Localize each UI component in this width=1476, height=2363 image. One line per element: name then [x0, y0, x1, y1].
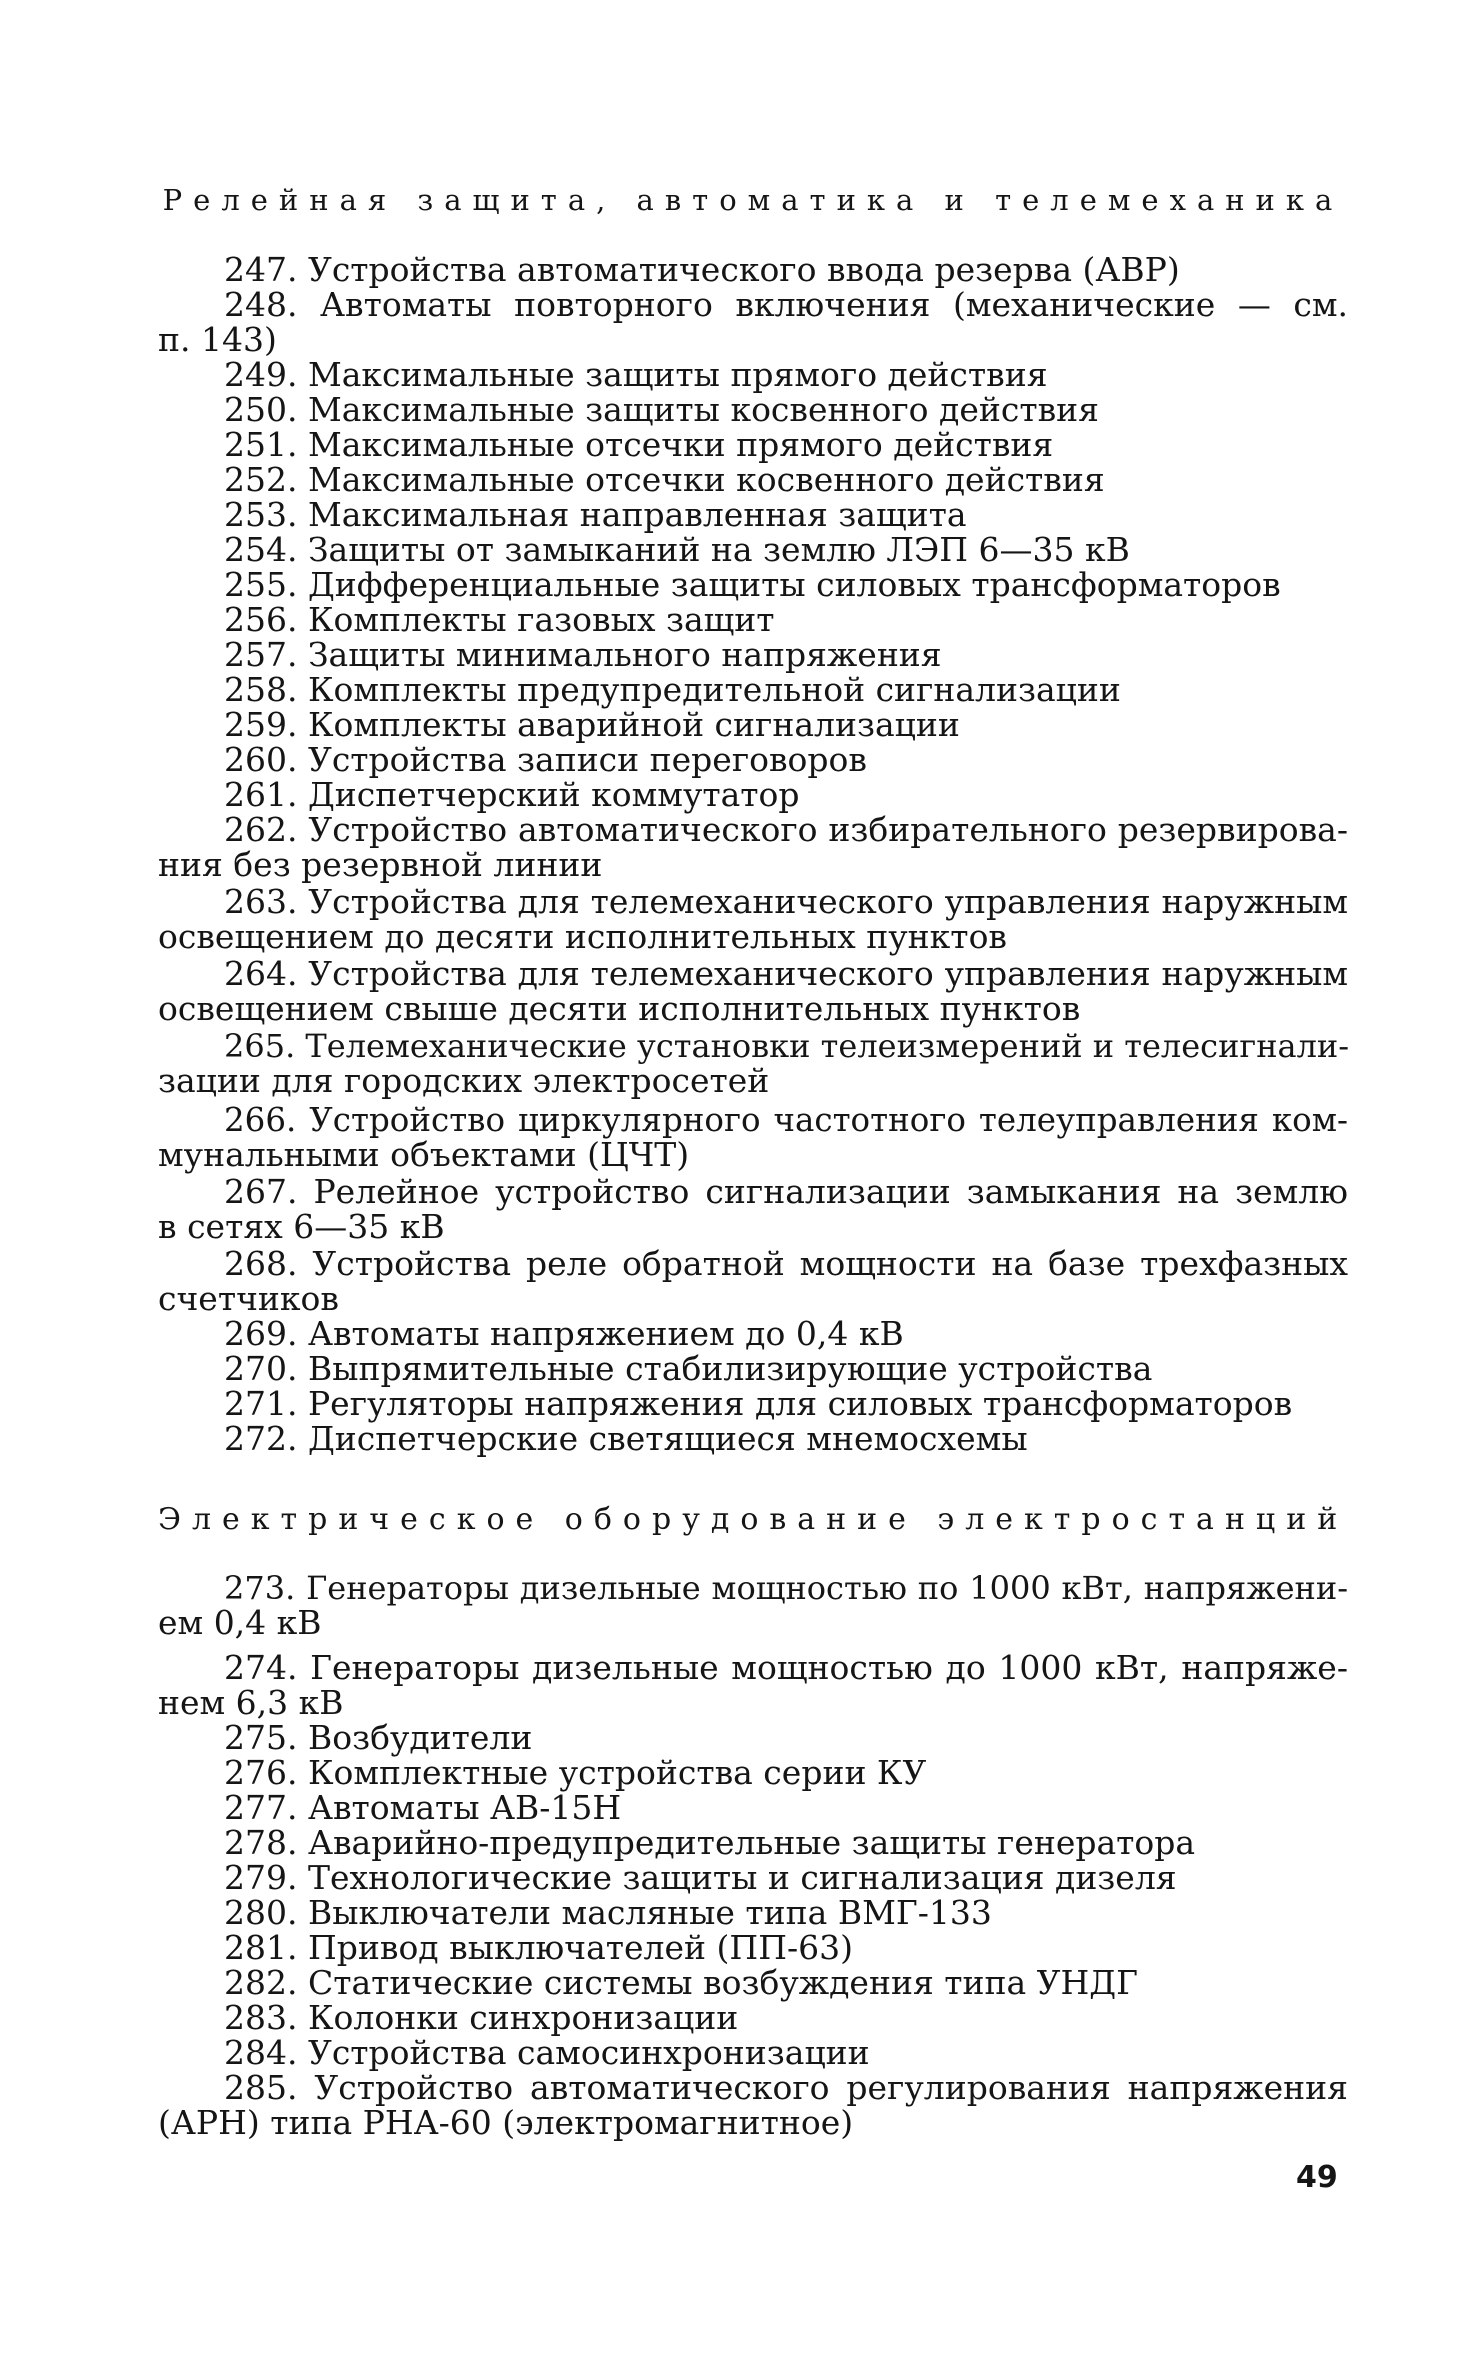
list-item-248-cont: п. 143): [158, 320, 277, 359]
list-item-277: 277. Автоматы АВ-15Н: [224, 1788, 622, 1827]
section-heading-relay-protection: Релейная защита, автоматика и телемеханика: [162, 183, 1344, 217]
list-item-264-cont: освещением свыше десяти исполнительных пунктов: [158, 989, 1081, 1028]
list-item-254: 254. Защиты от замыканий на землю ЛЭП 6—35 кВ: [224, 530, 1130, 569]
list-item-249: 249. Максимальные защиты прямого действия: [224, 355, 1048, 394]
list-item-278: 278. Аварийно-предупредительные защиты генератора: [224, 1823, 1196, 1862]
list-item-270: 270. Выпрямительные стабилизирующие устройства: [224, 1349, 1153, 1388]
list-item-265-cont: зации для городских электросетей: [158, 1061, 770, 1100]
list-item-248: 248. Автоматы повторного включения (механические — см.: [224, 285, 1348, 324]
list-item-267: 267. Релейное устройство сигнализации замыкания на землю: [224, 1172, 1348, 1211]
list-item-271: 271. Регуляторы напряжения для силовых трансформаторов: [224, 1384, 1293, 1423]
list-item-267-cont: в сетях 6—35 кВ: [158, 1207, 445, 1246]
list-item-266-cont: мунальными объектами (ЦЧТ): [158, 1135, 690, 1174]
list-item-262-cont: ния без резервной линии: [158, 845, 603, 884]
list-item-272: 272. Диспетчерские светящиеся мнемосхемы: [224, 1419, 1028, 1458]
list-item-282: 282. Статические системы возбуждения типа УНДГ: [224, 1963, 1138, 2002]
list-item-259: 259. Комплекты аварийной сигнализации: [224, 705, 960, 744]
list-item-281: 281. Привод выключателей (ПП-63): [224, 1928, 853, 1967]
list-item-273: 273. Генераторы дизельные мощностью по 1000 кВт, напряжени-: [224, 1569, 1348, 1607]
list-item-252: 252. Максимальные отсечки косвенного действия: [224, 460, 1105, 499]
list-item-263: 263. Устройства для телемеханического управления наружным: [224, 882, 1348, 921]
list-item-247: 247. Устройства автоматического ввода резерва (АВР): [224, 250, 1180, 289]
list-item-261: 261. Диспетчерский коммутатор: [224, 775, 800, 814]
list-item-275: 275. Возбудители: [224, 1718, 533, 1757]
list-item-266: 266. Устройство циркулярного частотного телеуправления ком-: [224, 1101, 1348, 1139]
list-item-257: 257. Защиты минимального напряжения: [224, 635, 942, 674]
list-item-274: 274. Генераторы дизельные мощностью до 1000 кВт, напряже-: [224, 1648, 1348, 1687]
list-item-274-cont: нем 6,3 кВ: [158, 1683, 344, 1722]
list-item-285-cont: (АРН) типа РНА-60 (электромагнитное): [158, 2103, 854, 2142]
list-item-276: 276. Комплектные устройства серии КУ: [224, 1753, 927, 1792]
list-item-251: 251. Максимальные отсечки прямого действия: [224, 425, 1054, 464]
list-item-283: 283. Колонки синхронизации: [224, 1998, 739, 2037]
list-item-279: 279. Технологические защиты и сигнализация дизеля: [224, 1858, 1177, 1897]
list-item-280: 280. Выключатели масляные типа ВМГ-133: [224, 1893, 992, 1932]
list-item-273-cont: ем 0,4 кВ: [158, 1603, 322, 1642]
list-item-268-cont: счетчиков: [158, 1279, 339, 1318]
list-item-258: 258. Комплекты предупредительной сигнализации: [224, 670, 1121, 709]
list-item-255: 255. Дифференциальные защиты силовых трансформаторов: [224, 565, 1281, 604]
list-item-263-cont: освещением до десяти исполнительных пунктов: [158, 917, 1008, 956]
page-number: 49: [1296, 2160, 1338, 2195]
list-item-264: 264. Устройства для телемеханического управления наружным: [224, 954, 1348, 993]
list-item-285: 285. Устройство автоматического регулирования напряжения: [224, 2068, 1348, 2107]
list-item-256: 256. Комплекты газовых защит: [224, 600, 775, 639]
list-item-253: 253. Максимальная направленная защита: [224, 495, 967, 534]
list-item-265: 265. Телемеханические установки телеизмерений и телесигнали-: [224, 1027, 1350, 1065]
list-item-250: 250. Максимальные защиты косвенного действия: [224, 390, 1099, 429]
list-item-262: 262. Устройство автоматического избирательного резервирова-: [224, 810, 1348, 849]
section-heading-power-station-equipment: Электрическое оборудование электростанций: [158, 1502, 1349, 1537]
list-item-260: 260. Устройства записи переговоров: [224, 740, 868, 779]
list-item-284: 284. Устройства самосинхронизации: [224, 2033, 870, 2072]
list-item-268: 268. Устройства реле обратной мощности на базе трехфазных: [224, 1244, 1348, 1283]
list-item-269: 269. Автоматы напряжением до 0,4 кВ: [224, 1314, 904, 1353]
